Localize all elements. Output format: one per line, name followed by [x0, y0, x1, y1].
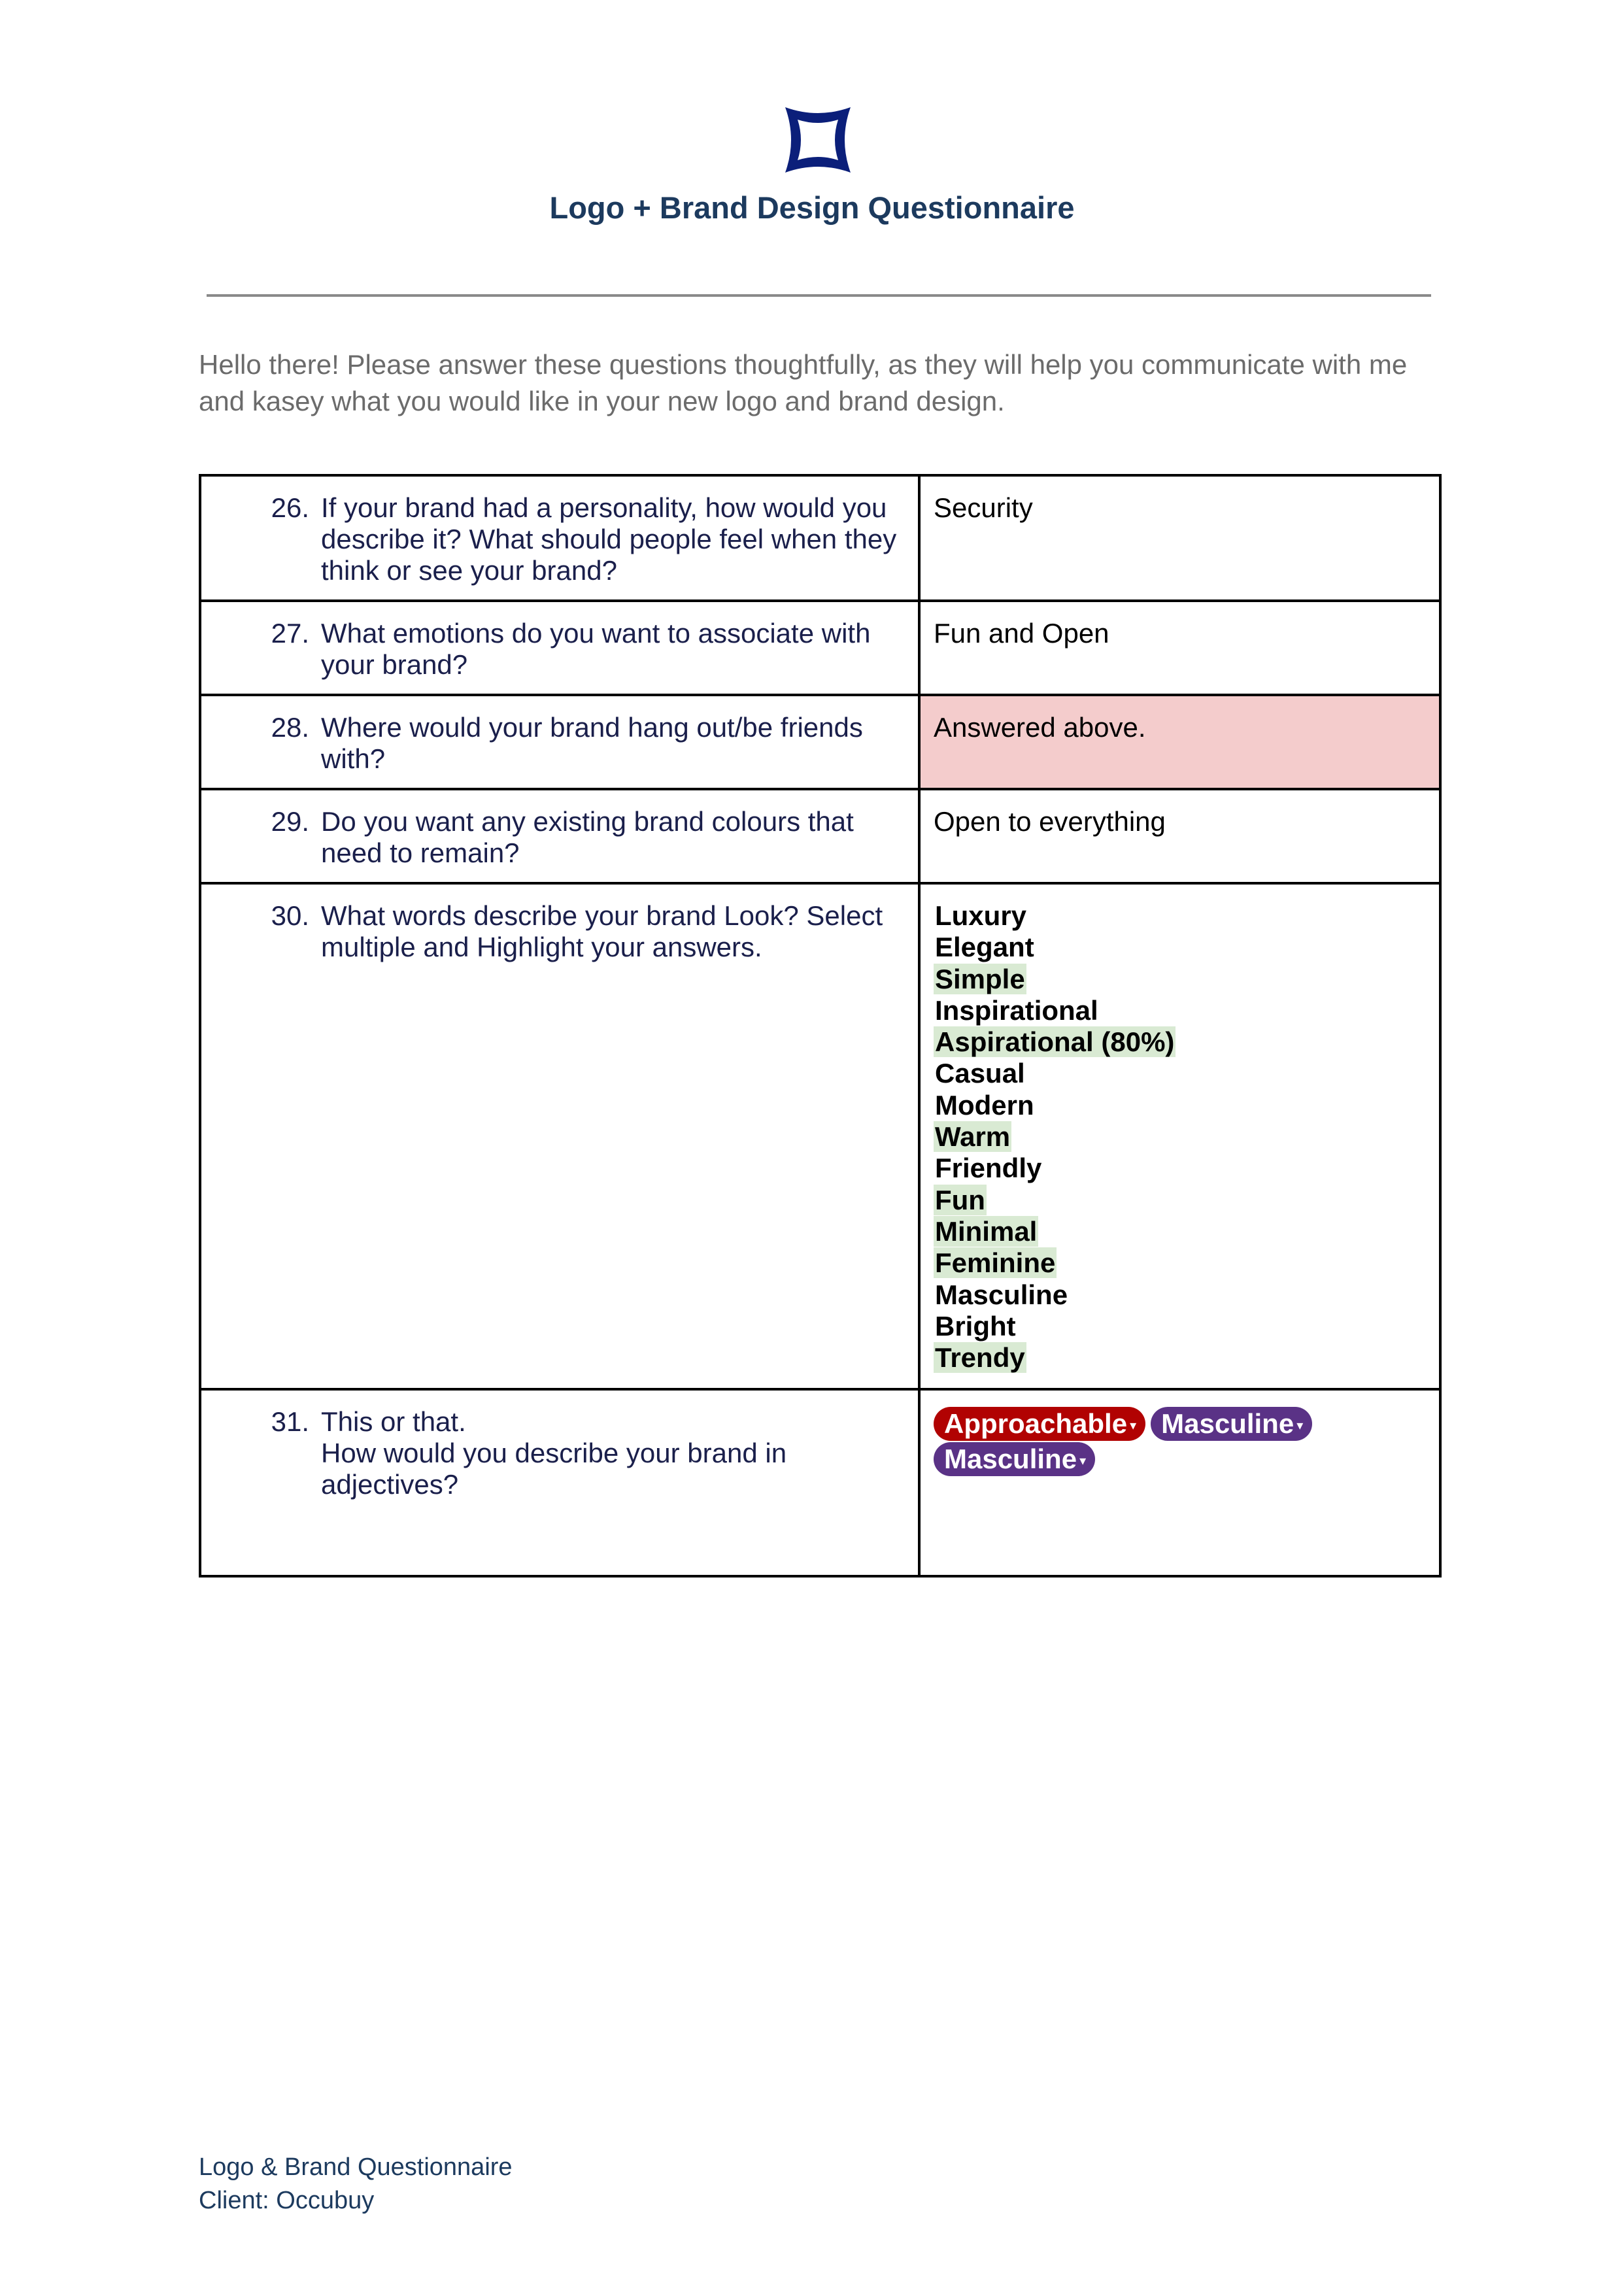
- chevron-down-icon: ▾: [1079, 1453, 1087, 1468]
- look-word[interactable]: [934, 1026, 1426, 1058]
- question-number: 30.: [271, 900, 309, 931]
- look-word[interactable]: [934, 1185, 1426, 1216]
- table-row: [200, 883, 1440, 1389]
- look-word[interactable]: [934, 1090, 1426, 1121]
- question-number: 26.: [271, 492, 309, 523]
- table-row: [200, 789, 1440, 883]
- look-word[interactable]: [934, 900, 1426, 932]
- question-text: How would you describe your brand in adjectives?: [321, 1438, 787, 1500]
- question-cell: [200, 601, 919, 695]
- question-text: Do you want any existing brand colours that need to remain?: [321, 806, 854, 868]
- look-word-label: Modern: [935, 1089, 1034, 1121]
- chip-label: Masculine: [944, 1443, 1077, 1474]
- question-text: What emotions do you want to associate with your brand?: [321, 618, 871, 680]
- footer-client: Client: Occubuy: [199, 2187, 375, 2214]
- answer-cell[interactable]: Open to everything: [919, 789, 1440, 883]
- question-text: What words describe your brand Look? Select multiple and Highlight your answers.: [321, 900, 883, 962]
- look-word[interactable]: [934, 1279, 1426, 1311]
- adjective-dropdown-chip[interactable]: [934, 1442, 1095, 1476]
- question-text: If your brand had a personality, how would you describe it? What should people feel when they think or see your brand?: [321, 492, 897, 586]
- question-cell: [200, 695, 919, 789]
- chevron-down-icon: ▾: [1296, 1418, 1304, 1433]
- question-cell: [200, 883, 919, 1389]
- chip-label: Masculine: [1161, 1408, 1294, 1439]
- question-number: 31.: [271, 1406, 309, 1437]
- question-cell: [200, 475, 919, 601]
- adjective-dropdown-chip[interactable]: [934, 1407, 1145, 1441]
- horizontal-divider: [207, 294, 1431, 297]
- look-word[interactable]: [934, 1342, 1426, 1374]
- look-word-label: Simple: [935, 963, 1025, 994]
- look-word[interactable]: [934, 1121, 1426, 1153]
- look-word-label: Luxury: [935, 900, 1027, 931]
- answer-cell[interactable]: [919, 883, 1440, 1389]
- look-word[interactable]: [934, 1311, 1426, 1342]
- look-word-label: Masculine: [935, 1279, 1068, 1310]
- look-words-list: [934, 900, 1426, 1374]
- question-number: 28.: [271, 712, 309, 743]
- look-word[interactable]: [934, 1247, 1426, 1279]
- question-text: Where would your brand hang out/be friends with?: [321, 712, 863, 774]
- answer-cell[interactable]: Answered above.: [919, 695, 1440, 789]
- question-number: 27.: [271, 618, 309, 649]
- look-word[interactable]: [934, 1153, 1426, 1184]
- look-word-label: Fun: [935, 1184, 985, 1215]
- table-row: [200, 695, 1440, 789]
- look-word-label: Feminine: [935, 1247, 1056, 1279]
- look-word[interactable]: [934, 1216, 1426, 1247]
- look-word-label: Bright: [935, 1310, 1016, 1341]
- table-row: [200, 475, 1440, 601]
- look-word-label: Friendly: [935, 1153, 1042, 1184]
- question-text: This or that.: [321, 1406, 466, 1437]
- answer-cell[interactable]: Fun and Open: [919, 601, 1440, 695]
- four-point-star-icon: [780, 102, 856, 178]
- intro-paragraph: Hello there! Please answer these questions thoughtfully, as they will help you communicate with me and kasey what you would like in your new logo and brand design.: [199, 349, 1408, 416]
- chevron-down-icon: ▾: [1130, 1418, 1137, 1433]
- look-word[interactable]: [934, 995, 1426, 1026]
- page-title: Logo + Brand Design Questionnaire: [549, 190, 1075, 225]
- look-word[interactable]: [934, 964, 1426, 995]
- question-number: 29.: [271, 806, 309, 837]
- footer: [199, 2151, 513, 2218]
- adjective-dropdown-chip[interactable]: [1151, 1407, 1312, 1441]
- look-word-label: Minimal: [935, 1215, 1038, 1247]
- look-word-label: Warm: [935, 1121, 1011, 1153]
- look-word-label: Elegant: [935, 932, 1034, 963]
- look-word[interactable]: [934, 932, 1426, 963]
- footer-title: Logo & Brand Questionnaire: [199, 2153, 513, 2181]
- look-word-label: Inspirational: [935, 994, 1098, 1026]
- questionnaire-table: [199, 474, 1442, 1577]
- answer-cell: [919, 1389, 1440, 1576]
- question-cell: [200, 789, 919, 883]
- look-word[interactable]: [934, 1058, 1426, 1089]
- look-word-label: Trendy: [935, 1342, 1025, 1374]
- chip-label: Approachable: [944, 1408, 1128, 1439]
- question-cell: [200, 1389, 919, 1576]
- answer-cell[interactable]: Security: [919, 475, 1440, 601]
- look-word-label: Casual: [935, 1058, 1025, 1089]
- table-row: [200, 601, 1440, 695]
- look-word-label: Aspirational (80%): [935, 1026, 1175, 1058]
- table-row: [200, 1389, 1440, 1576]
- adjective-chips: [934, 1406, 1426, 1477]
